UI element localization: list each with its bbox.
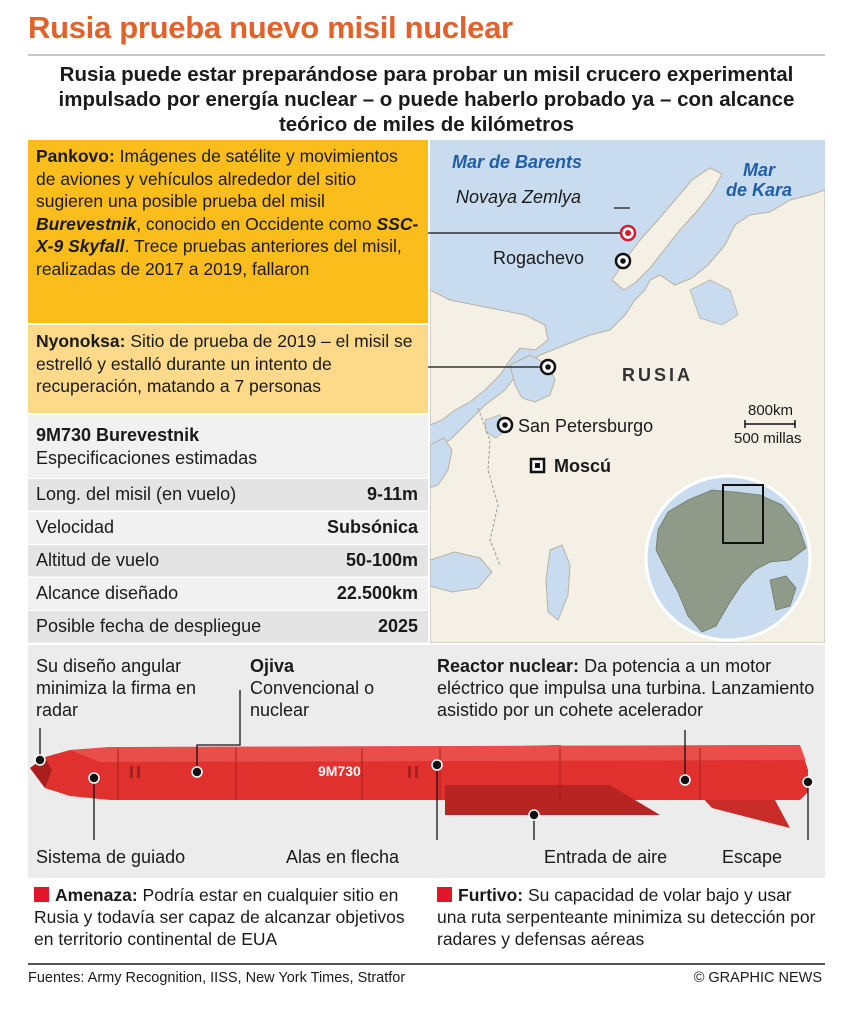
nyonoksa-label: Nyonoksa: (36, 331, 126, 351)
page-subtitle: Rusia puede estar preparándose para probar un misil crucero experimental impulsado por energía nuclear – o puede haberlo probado ya – con alcance teórico de miles de kilómetros (58, 63, 795, 136)
rogachevo-label: Rogachevo (493, 248, 585, 268)
specs-title: 9M730 Burevestnik (36, 425, 200, 445)
warhead-text: Convencional o nuclear (250, 678, 375, 720)
spec-label: Velocidad (36, 517, 115, 537)
warhead-title: Ojiva (250, 656, 295, 676)
spec-value: Subsónica (326, 517, 418, 537)
san-petersburgo-label: San Petersburgo (518, 416, 654, 436)
russia-label: RUSIA (622, 365, 694, 385)
warhead-callout (250, 655, 410, 721)
wings-callout: Alas en flecha (286, 847, 400, 867)
threat-title: Amenaza: (55, 885, 138, 905)
radar-callout: Su diseño angular minimiza la firma en radar (36, 656, 197, 720)
footer-sources: Fuentes: Army Recognition, IISS, New York Times, Stratfor (28, 970, 406, 986)
spec-value: 9-11m (366, 484, 418, 504)
stealth-text: Su capacidad de volar bajo y usar una ruta serpenteante minimiza su detección por radares y defensas aéreas (437, 885, 816, 949)
pankovo-label: Pankovo: (36, 146, 115, 166)
scale-miles-label: 500 millas (734, 430, 802, 447)
reactor-text: Da potencia a un motor eléctrico que impulsa una turbina. Lanzamiento asistido por un cohete acelerador (437, 656, 815, 720)
threat-text: Podría estar en cualquier sitio en Rusia y todavía ser capaz de alcanzar objetivos en territorio continental de EUA (34, 885, 405, 949)
kara-sea-line2: de Kara (726, 180, 793, 200)
stealth-title: Furtivo: (458, 885, 524, 905)
page-title: Rusia prueba nuevo misil nuclear (28, 10, 513, 45)
spec-label: Alcance diseñado (36, 583, 179, 603)
red-square-icon (437, 887, 452, 902)
pankovo-text-1: Imágenes de satélite y movimientos de aviones y vehículos alrededor del sitio sugieren una posible prueba del misil (36, 146, 398, 211)
red-square-icon (34, 887, 49, 902)
guidance-callout: Sistema de guiado (36, 847, 186, 867)
spec-label: Long. del misil (en vuelo) (36, 484, 237, 504)
pankovo-text-2: , conocido en Occidente como (136, 213, 377, 234)
pankovo-text-3: . Trece pruebas anteriores del misil, realizadas de 2017 a 2019, fallaron (36, 236, 402, 279)
spec-label: Posible fecha de despliegue (36, 616, 262, 636)
reactor-callout (437, 655, 822, 721)
spec-value: 2025 (377, 616, 418, 636)
spec-value: 22.500km (336, 583, 418, 603)
burevestnik-name: Burevestnik (36, 213, 137, 234)
exhaust-callout: Escape (722, 847, 783, 867)
reactor-title: Reactor nuclear: (437, 656, 580, 676)
spec-label: Altitud de vuelo (36, 550, 160, 570)
missile-designation: 9M730 (318, 763, 361, 779)
specs-subtitle: Especificaciones estimadas (36, 448, 258, 468)
intake-callout: Entrada de aire (544, 847, 668, 867)
barents-sea-label: Mar de Barents (452, 152, 583, 172)
footer-copyright: © GRAPHIC NEWS (693, 970, 822, 986)
spec-value: 50-100m (345, 550, 418, 570)
nyonoksa-text: Sitio de prueba de 2019 – el misil se estrelló y estalló durante un intento de recuperación, matando a 7 personas (36, 331, 413, 396)
kara-sea-line1: Mar (743, 160, 776, 180)
skyfall-name: SSC-X-9 Skyfall (36, 213, 419, 256)
threat-note (34, 884, 419, 950)
moscow-label: Moscú (554, 456, 612, 476)
stealth-note (437, 884, 822, 950)
footer-divider (28, 963, 825, 965)
novaya-zemlya-label: Novaya Zemlya (456, 187, 582, 207)
scale-km-label: 800km (748, 402, 794, 419)
